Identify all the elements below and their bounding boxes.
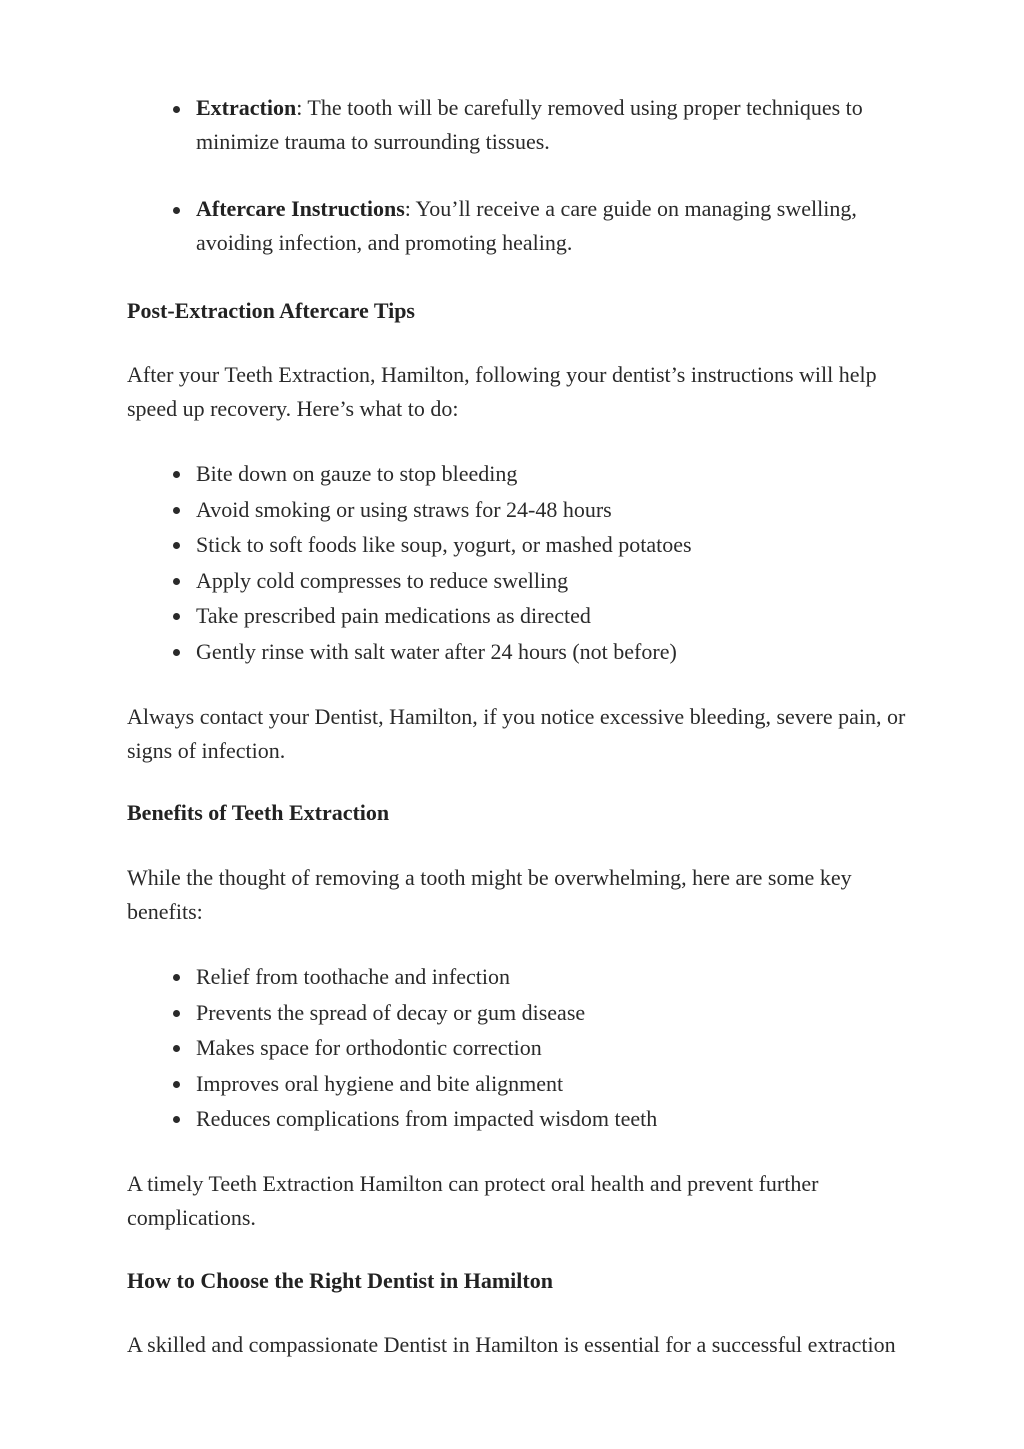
list-item: Bite down on gauze to stop bleeding [127, 456, 937, 492]
benefits-intro: While the thought of removing a tooth might be overwhelming, here are some key benefits: [127, 865, 852, 924]
list-item-text: : The tooth will be carefully removed using proper techniques to minimize trauma to surrounding tissues. [196, 95, 863, 154]
list-item: Prevents the spread of decay or gum disease [127, 995, 937, 1031]
aftercare-outro: Always contact your Dentist, Hamilton, if you notice excessive bleeding, severe pain, or signs of infection. [127, 704, 906, 763]
list-item: Apply cold compresses to reduce swelling [127, 563, 937, 599]
list-item: Avoid smoking or using straws for 24-48 hours [127, 492, 937, 528]
aftercare-heading: Post-Extraction Aftercare Tips [127, 298, 415, 323]
list-item: Gently rinse with salt water after 24 hours (not before) [127, 634, 937, 670]
list-item: Reduces complications from impacted wisdom teeth [127, 1101, 937, 1137]
aftercare-list [127, 456, 937, 670]
list-item: Stick to soft foods like soup, yogurt, or mashed potatoes [127, 527, 937, 563]
list-item-term: Extraction [196, 95, 297, 120]
benefits-outro: A timely Teeth Extraction Hamilton can protect oral health and prevent further complications. [127, 1171, 819, 1230]
choose-intro: A skilled and compassionate Dentist in Hamilton is essential for a successful extraction [127, 1332, 896, 1357]
aftercare-intro: After your Teeth Extraction, Hamilton, following your dentist’s instructions will help speed up recovery. Here’s what to do: [127, 362, 877, 421]
choose-heading: How to Choose the Right Dentist in Hamilton [127, 1268, 553, 1293]
list-item-text: : You’ll receive a care guide on managing swelling, avoiding infection, and promoting healing. [196, 196, 857, 255]
list-item [127, 192, 937, 260]
benefits-list [127, 959, 937, 1137]
procedure-steps-list [127, 91, 937, 293]
list-item: Makes space for orthodontic correction [127, 1030, 937, 1066]
list-item: Improves oral hygiene and bite alignment [127, 1066, 937, 1102]
list-item: Relief from toothache and infection [127, 959, 937, 995]
list-item-term: Aftercare Instructions [196, 196, 405, 221]
list-item [127, 91, 937, 159]
benefits-heading: Benefits of Teeth Extraction [127, 800, 390, 825]
list-item: Take prescribed pain medications as directed [127, 598, 937, 634]
